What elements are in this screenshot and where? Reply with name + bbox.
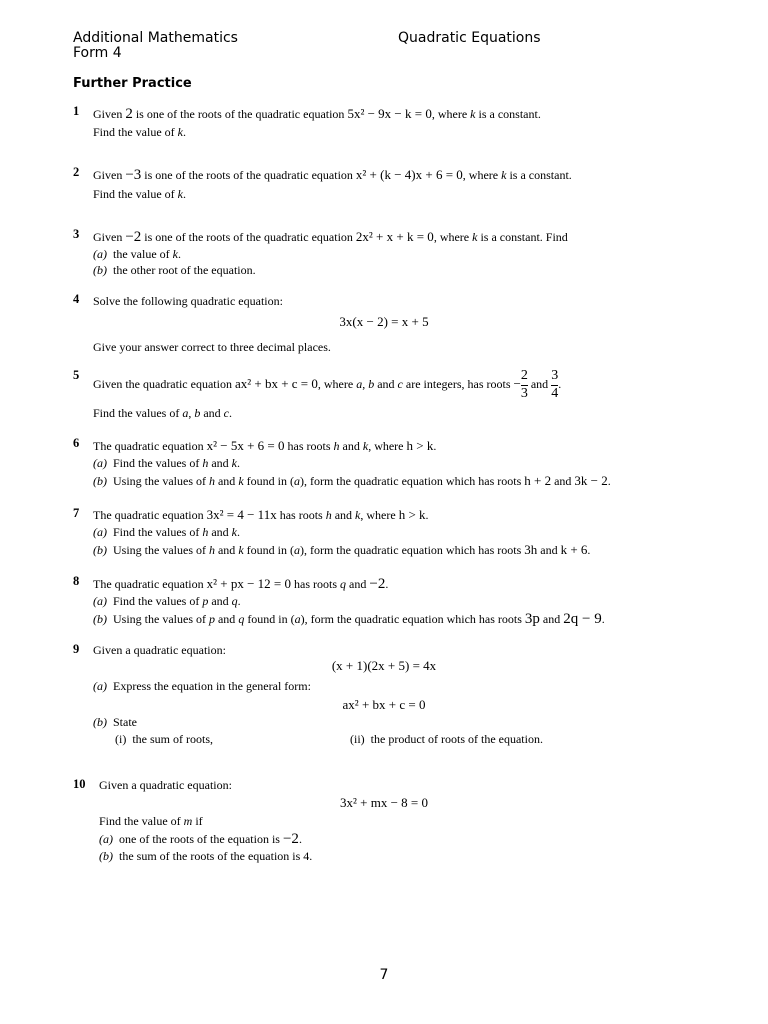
page-number: 7 <box>379 967 389 983</box>
question-4-note: Give your answer correct to three decimal places. <box>93 340 331 354</box>
q3-part-b-label: (b) <box>93 263 107 277</box>
q9-part-b-i-text: the sum of roots, <box>132 732 213 746</box>
q6-part-b-and: and <box>214 474 239 488</box>
q7-condition: h > k <box>398 507 426 522</box>
q10-find-a: Find the value of <box>99 814 184 828</box>
header-form: Form 4 <box>73 45 122 61</box>
question-7-part-a <box>93 525 240 540</box>
q5-root-2-denominator: 4 <box>551 385 559 401</box>
q6-part-a-h: h <box>202 456 209 470</box>
q6-new-root-1: h + 2 <box>524 473 552 488</box>
q6-part-b-text-1: Using the values of <box>113 474 209 488</box>
q6-condition: h > k <box>406 438 434 453</box>
q5-root-1-sign: − <box>513 375 521 391</box>
q1-find-k: k <box>177 125 183 139</box>
section-title: Further Practice <box>73 76 192 91</box>
question-3-part-a <box>93 247 181 262</box>
q10-part-a-root: −2 <box>282 831 299 847</box>
q8-end: . <box>385 577 389 591</box>
q7-part-b-h: h <box>208 543 215 557</box>
q8-part-b-a: a <box>294 612 301 626</box>
q5-root-1-fraction <box>521 369 528 401</box>
question-10-part-b <box>99 849 312 864</box>
q8-part-b-text-2: found in ( <box>244 612 295 626</box>
q3-part-b-text: the other root of the equation. <box>113 263 256 277</box>
q7-part-b-end: . <box>587 543 591 557</box>
question-8-line-1 <box>93 576 388 593</box>
q6-part-a-and: and <box>208 456 232 470</box>
q7-new-root-2: k + 6 <box>560 542 588 557</box>
question-number-8: 8 <box>73 574 80 588</box>
question-3-part-b <box>93 263 256 278</box>
q10-part-b-text: the sum of the roots of the equation is 4. <box>119 849 313 863</box>
question-8-part-b <box>93 611 605 628</box>
q5-comma: , <box>362 376 369 391</box>
q8-new-root-2: 2q − 9 <box>563 611 602 627</box>
q8-part-a-p: p <box>202 594 209 608</box>
q7-part-b-and-2: and <box>537 543 561 557</box>
q2-var-k: k <box>501 168 507 182</box>
q3-part-a-label: (a) <box>93 247 107 261</box>
question-number-2: 2 <box>73 165 80 179</box>
q6-var-h: h <box>333 439 340 453</box>
q7-equation: 3x² = 4 − 11x <box>206 507 277 522</box>
q9-part-b-ii-text: the product of roots of the equation. <box>370 732 543 746</box>
q1-text-b: is one of the roots of the quadratic equation <box>132 107 348 121</box>
question-10-text: Given a quadratic equation: <box>99 778 232 792</box>
q6-new-root-2: 3k − 2 <box>574 473 608 488</box>
q5-find-and: and <box>200 406 224 420</box>
q7-part-a-label: (a) <box>93 525 107 539</box>
q3-text-b: is one of the roots of the quadratic equation <box>141 230 356 244</box>
question-number-10: 10 <box>73 777 86 791</box>
question-4-text: Solve the following quadratic equation: <box>93 294 283 308</box>
q7-part-b-label: (b) <box>93 543 107 557</box>
q9-part-a-label: (a) <box>93 679 107 693</box>
q5-find-end: . <box>228 406 232 420</box>
q6-part-b-text-2: found in ( <box>243 474 294 488</box>
question-2-line-1 <box>93 167 572 184</box>
q8-part-b-label: (b) <box>93 612 107 626</box>
q7-part-a-h: h <box>202 525 209 539</box>
question-10-part-a <box>99 831 302 848</box>
q6-text-a: The quadratic equation <box>93 439 207 453</box>
question-10-equation: 3x² + mx − 8 = 0 <box>339 795 428 810</box>
q3-root: −2 <box>125 229 142 245</box>
question-6-part-a <box>93 456 240 471</box>
question-number-9: 9 <box>73 642 80 656</box>
q10-find-b: if <box>192 814 203 828</box>
q3-part-a-k: k <box>172 247 178 261</box>
q7-var-k: k <box>355 508 361 522</box>
q6-end: . <box>433 439 437 453</box>
q5-text-b: , where <box>317 376 357 391</box>
q5-var-b: b <box>368 376 375 391</box>
q1-text-c: , where <box>431 107 471 121</box>
q8-part-a-and: and <box>208 594 232 608</box>
q6-text-c: , where <box>368 439 407 453</box>
q2-text-c: , where <box>462 168 502 182</box>
question-1-line-2 <box>93 125 186 140</box>
q8-part-b-p: p <box>208 612 215 626</box>
q2-text-a: Given <box>93 168 126 182</box>
q7-end: . <box>425 508 429 522</box>
q5-text-a: Given the quadratic equation <box>93 376 235 391</box>
q6-part-b-text-3: ), form the quadratic equation which has roots <box>299 474 525 488</box>
q5-and: and <box>374 376 398 391</box>
q8-part-b-and: and <box>214 612 239 626</box>
q9-part-b-ii-label: (ii) <box>350 732 365 746</box>
q6-equation: x² − 5x + 6 = 0 <box>206 438 285 453</box>
q2-root: −3 <box>125 167 142 183</box>
q8-part-a-label: (a) <box>93 594 107 608</box>
q5-root-2-numerator: 3 <box>551 368 559 383</box>
q2-equation: x² + (k − 4)x + 6 = 0 <box>355 167 463 182</box>
q2-find: Find the value of <box>93 187 178 201</box>
question-8-part-a <box>93 594 241 609</box>
question-9-part-b-ii <box>350 732 543 747</box>
q7-part-a-k: k <box>231 525 237 539</box>
q7-text-c: , where <box>360 508 399 522</box>
q7-part-b-text-3: ), form the quadratic equation which has roots <box>299 543 525 557</box>
q1-equation: 5x² − 9x − k = 0 <box>347 106 432 121</box>
q10-part-a-end: . <box>298 832 302 846</box>
question-4-equation: 3x(x − 2) = x + 5 <box>339 314 429 329</box>
q7-part-a-and: and <box>208 525 232 539</box>
q3-text-a: Given <box>93 230 126 244</box>
q6-part-a-k: k <box>231 456 237 470</box>
q5-var-a: a <box>356 376 363 391</box>
question-9-part-b-i <box>115 732 213 747</box>
question-number-4: 4 <box>73 292 80 306</box>
q5-find-b: b <box>194 406 201 420</box>
question-number-5: 5 <box>73 368 80 382</box>
q9-part-b-i-label: (i) <box>115 732 127 746</box>
q6-part-b-a: a <box>293 474 300 488</box>
q5-and-2: and <box>527 376 552 391</box>
q3-text-d: is a constant. Find <box>477 230 568 244</box>
q6-part-b-k: k <box>238 474 244 488</box>
q2-text-d: is a constant. <box>506 168 572 182</box>
q1-var-k: k <box>470 107 476 121</box>
q8-part-b-text-1: Using the values of <box>113 612 209 626</box>
q9-part-b-text: State <box>113 715 137 729</box>
q7-and: and <box>331 508 356 522</box>
q5-root-1-denominator: 3 <box>520 385 528 401</box>
q7-part-b-and: and <box>214 543 239 557</box>
question-1-line-1 <box>93 106 541 123</box>
q1-root: 2 <box>125 106 133 122</box>
q1-text-d: is a constant. <box>475 107 541 121</box>
q10-part-b-label: (b) <box>99 849 113 863</box>
question-6-part-b <box>93 473 611 489</box>
q5-find-comma: , <box>188 406 195 420</box>
q10-part-a-label: (a) <box>99 832 113 846</box>
q7-part-b-a: a <box>293 543 300 557</box>
q7-text-a: The quadratic equation <box>93 508 207 522</box>
q6-part-b-label: (b) <box>93 474 107 488</box>
q3-part-a-end: . <box>177 247 181 261</box>
q7-part-a-text: Find the values of <box>113 525 203 539</box>
q8-part-a-q: q <box>231 594 238 608</box>
question-9-text: Given a quadratic equation: <box>93 643 226 657</box>
q7-part-b-text-1: Using the values of <box>113 543 209 557</box>
q8-part-a-text: Find the values of <box>113 594 203 608</box>
q9-part-b-label: (b) <box>93 715 107 729</box>
q5-find: Find the values of <box>93 406 183 420</box>
q5-root-1-numerator: 2 <box>520 368 528 383</box>
question-7-line-1 <box>93 507 429 523</box>
q6-text-b: has roots <box>284 439 334 453</box>
q8-equation: x² + px − 12 = 0 <box>206 576 292 591</box>
question-10-find <box>99 814 203 829</box>
q1-find-end: . <box>182 125 186 139</box>
q8-new-root-1: 3p <box>524 611 540 627</box>
q5-find-c: c <box>223 406 229 420</box>
q8-part-b-and-2: and <box>539 612 564 626</box>
q6-part-a-label: (a) <box>93 456 107 470</box>
q2-text-b: is one of the roots of the quadratic equation <box>141 168 356 182</box>
q3-text-c: , where <box>433 230 473 244</box>
q7-part-b-k: k <box>238 543 244 557</box>
question-9-part-a <box>93 679 311 694</box>
question-9-equation: (x + 1)(2x + 5) = 4x <box>331 658 437 673</box>
q5-end: . <box>558 376 562 391</box>
header-topic: Quadratic Equations <box>398 30 541 46</box>
q10-var-m: m <box>183 814 193 828</box>
q8-text-b: has roots <box>291 577 341 591</box>
q7-part-a-end: . <box>236 525 240 539</box>
question-9-general-form: ax² + bx + c = 0 <box>342 697 426 712</box>
question-number-7: 7 <box>73 506 80 520</box>
q2-find-k: k <box>177 187 183 201</box>
question-5-line-1 <box>93 369 561 401</box>
question-number-1: 1 <box>73 104 80 118</box>
q8-text-a: The quadratic equation <box>93 577 207 591</box>
q6-part-a-end: . <box>236 456 240 470</box>
question-5-line-2 <box>93 406 232 421</box>
question-3-line-1 <box>93 229 568 246</box>
q5-var-c: c <box>397 376 403 391</box>
q3-part-a-text: the value of <box>113 247 173 261</box>
q7-text-b: has roots <box>276 508 326 522</box>
q8-part-b-q: q <box>238 612 245 626</box>
q2-find-end: . <box>182 187 186 201</box>
q5-find-a: a <box>182 406 189 420</box>
q6-and: and <box>339 439 363 453</box>
q8-part-b-end: . <box>601 612 605 626</box>
q7-var-h: h <box>325 508 332 522</box>
q3-var-k: k <box>472 230 478 244</box>
question-7-part-b <box>93 542 590 558</box>
q6-var-k: k <box>362 439 369 453</box>
q1-text-a: Given <box>93 107 126 121</box>
q8-part-b-text-3: ), form the quadratic equation which has roots <box>300 612 525 626</box>
q6-part-b-h: h <box>208 474 215 488</box>
q9-part-a-text: Express the equation in the general form: <box>113 679 311 693</box>
q8-and: and <box>346 577 370 591</box>
q1-find: Find the value of <box>93 125 178 139</box>
q8-root: −2 <box>369 576 386 592</box>
q6-part-b-end: . <box>607 474 611 488</box>
q10-part-a-text: one of the roots of the equation is <box>119 832 283 846</box>
q8-var-q: q <box>340 577 347 591</box>
q7-new-root-1: 3h <box>524 542 538 557</box>
question-number-3: 3 <box>73 227 80 241</box>
header-subject: Additional Mathematics <box>73 30 238 46</box>
question-number-6: 6 <box>73 436 80 450</box>
question-2-line-2 <box>93 187 186 202</box>
q5-text-c: are integers, has roots <box>402 376 514 391</box>
q5-equation: ax² + bx + c = 0 <box>234 375 318 391</box>
q7-part-b-text-2: found in ( <box>243 543 294 557</box>
question-6-line-1 <box>93 438 436 454</box>
question-9-part-b <box>93 715 137 730</box>
q8-part-a-end: . <box>237 594 241 608</box>
q3-equation: 2x² + x + k = 0 <box>355 229 434 244</box>
q6-part-a-text: Find the values of <box>113 456 203 470</box>
q6-part-b-and-2: and <box>551 474 575 488</box>
